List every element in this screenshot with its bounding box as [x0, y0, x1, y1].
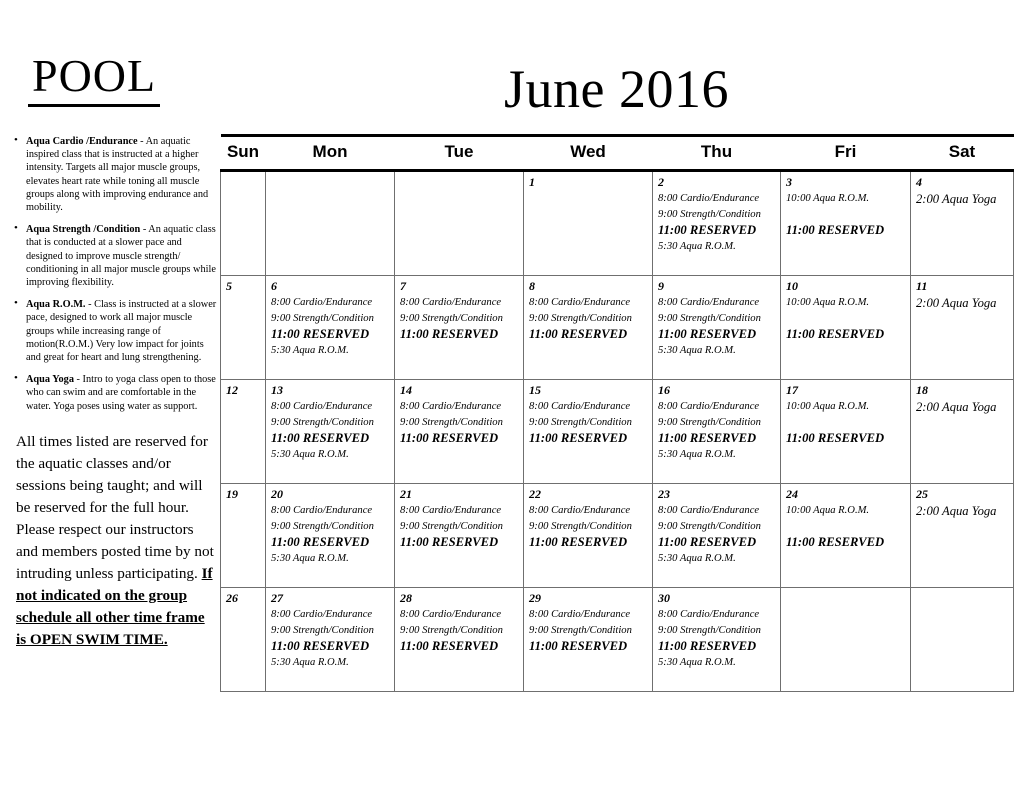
day-number: 21 — [400, 487, 412, 501]
calendar-empty-cell[interactable] — [911, 588, 1014, 692]
calendar-day-cell[interactable] — [395, 380, 524, 484]
calendar-header-row — [221, 136, 1014, 171]
calendar-day-cell[interactable] — [221, 588, 266, 692]
event-entry[interactable]: 9:00 Strength/Condition — [271, 624, 374, 636]
event-entry[interactable]: 11:00 RESERVED — [658, 223, 757, 238]
event-entry[interactable]: 9:00 Strength/Condition — [658, 312, 761, 324]
calendar-day-cell[interactable] — [911, 484, 1014, 588]
event-entry[interactable]: 11:00 RESERVED — [529, 639, 628, 654]
event-entry[interactable]: 8:00 Cardio/Endurance — [271, 401, 373, 412]
day-number: 17 — [786, 383, 798, 397]
calendar-day-cell[interactable] — [524, 484, 653, 588]
event-entry[interactable]: 11:00 RESERVED — [400, 431, 499, 446]
day-number: 10 — [786, 279, 798, 293]
event-entry[interactable]: 5:30 Aqua R.O.M. — [271, 345, 349, 357]
calendar-week-row — [221, 484, 1014, 588]
event-entry[interactable]: 11:00 RESERVED — [786, 223, 885, 238]
event-entry[interactable]: 11:00 RESERVED — [400, 639, 499, 654]
event-entry[interactable]: 9:00 Strength/Condition — [658, 624, 761, 636]
event-entry[interactable]: 8:00 Cardio/Endurance — [400, 609, 502, 620]
calendar-day-cell[interactable] — [524, 276, 653, 380]
event-entry[interactable]: 11:00 RESERVED — [271, 327, 370, 342]
day-number: 26 — [226, 591, 238, 605]
calendar-day-cell[interactable] — [395, 276, 524, 380]
day-number: 29 — [529, 591, 541, 605]
event-entry[interactable]: 8:00 Cardio/Endurance — [271, 505, 373, 516]
weekday-header-sun: Sun — [221, 136, 266, 171]
calendar-day-cell[interactable] — [653, 171, 781, 276]
calendar-day-cell[interactable] — [221, 380, 266, 484]
class-name: Aqua R.O.M. — [26, 299, 86, 311]
calendar-day-cell[interactable] — [266, 380, 395, 484]
calendar-empty-cell[interactable] — [221, 171, 266, 276]
event-entry[interactable]: 5:30 Aqua R.O.M. — [271, 657, 349, 669]
class-description-text: - Class is instructed at a slower pace, designed to work all major muscle groups while increasing range of motion(R.O.M.) Very low impact for joints and great for heart and lung strengthening. — [26, 299, 217, 364]
policy-note-body: All times listed are reserved for the aquatic classes and/or sessions being taught; and will be reserved for the full hour. Please respect our instructors and members posted time by not intruding unless participating. — [16, 432, 214, 582]
day-number: 16 — [658, 383, 670, 397]
day-number: 25 — [916, 487, 928, 501]
event-entry[interactable]: 8:00 Cardio/Endurance — [658, 505, 760, 516]
calendar-body — [221, 171, 1014, 692]
class-name: Aqua Strength /Condition — [26, 224, 141, 236]
policy-note — [16, 431, 216, 651]
event-entry[interactable]: 8:00 Cardio/Endurance — [658, 193, 760, 204]
weekday-header-wed: Wed — [524, 136, 653, 171]
event-entry[interactable]: 11:00 RESERVED — [400, 535, 499, 550]
event-entry[interactable]: 8:00 Cardio/Endurance — [400, 401, 502, 412]
weekday-header-sat: Sat — [911, 136, 1014, 171]
calendar-week-row — [221, 588, 1014, 692]
event-entry[interactable]: 8:00 Cardio/Endurance — [271, 609, 373, 620]
event-entry[interactable]: 9:00 Strength/Condition — [271, 416, 374, 428]
day-number: 3 — [786, 175, 792, 189]
calendar-day-cell[interactable] — [653, 276, 781, 380]
event-entry[interactable]: 11:00 RESERVED — [786, 535, 885, 550]
day-number: 14 — [400, 383, 412, 397]
event-entry[interactable]: 10:00 Aqua R.O.M. — [786, 401, 870, 412]
sidebar — [14, 50, 220, 651]
month-title: June 2016 — [504, 59, 729, 119]
event-entry[interactable]: 9:00 Strength/Condition — [529, 520, 632, 532]
day-number: 4 — [916, 175, 922, 189]
event-entry[interactable]: 9:00 Strength/Condition — [658, 416, 761, 428]
class-description-text: - An aquatic inspired class that is instructed at a higher intensity. Targets all major muscle groups, elevates heart rate while toning all muscle groups along with improving endurance and mobility. — [26, 136, 209, 214]
event-entry[interactable]: 5:30 Aqua R.O.M. — [658, 345, 736, 357]
event-entry[interactable]: 9:00 Strength/Condition — [400, 416, 503, 428]
calendar-day-cell[interactable] — [911, 380, 1014, 484]
day-number: 24 — [786, 487, 798, 501]
day-number: 5 — [226, 279, 232, 293]
event-entry[interactable]: 5:30 Aqua R.O.M. — [271, 449, 349, 461]
day-number: 7 — [400, 279, 406, 293]
event-entry[interactable]: 9:00 Strength/Condition — [400, 312, 503, 324]
event-entry[interactable]: 5:30 Aqua R.O.M. — [658, 449, 736, 461]
calendar-day-cell[interactable] — [221, 276, 266, 380]
day-number: 28 — [400, 591, 412, 605]
event-entry[interactable]: 8:00 Cardio/Endurance — [400, 297, 502, 308]
event-entry[interactable]: 9:00 Strength/Condition — [400, 624, 503, 636]
event-entry[interactable]: 2:00 Aqua Yoga — [916, 296, 997, 310]
day-number: 30 — [658, 591, 670, 605]
event-entry[interactable]: 8:00 Cardio/Endurance — [658, 297, 760, 308]
day-number: 11 — [916, 279, 928, 293]
event-entry[interactable]: 8:00 Cardio/Endurance — [658, 401, 760, 412]
class-description-list — [14, 135, 218, 413]
event-entry[interactable]: 11:00 RESERVED — [529, 431, 628, 446]
event-entry[interactable]: 11:00 RESERVED — [529, 327, 628, 342]
event-entry[interactable]: 11:00 RESERVED — [271, 431, 370, 446]
calendar-day-cell[interactable] — [266, 484, 395, 588]
calendar-day-cell[interactable] — [395, 588, 524, 692]
day-number: 12 — [226, 383, 238, 397]
day-number: 18 — [916, 383, 928, 397]
day-number: 6 — [271, 279, 277, 293]
event-entry[interactable]: 9:00 Strength/Condition — [271, 312, 374, 324]
calendar-day-cell[interactable] — [266, 276, 395, 380]
event-entry[interactable]: 11:00 RESERVED — [786, 327, 885, 342]
event-entry[interactable]: 11:00 RESERVED — [658, 431, 757, 446]
weekday-header-thu: Thu — [653, 136, 781, 171]
calendar-week-row — [221, 171, 1014, 276]
calendar-day-cell[interactable] — [653, 484, 781, 588]
event-entry[interactable]: 11:00 RESERVED — [529, 535, 628, 550]
event-entry[interactable]: 11:00 RESERVED — [271, 535, 370, 550]
class-description-item — [14, 373, 218, 413]
calendar-day-cell[interactable] — [911, 171, 1014, 276]
event-entry[interactable]: 5:30 Aqua R.O.M. — [658, 657, 736, 669]
day-number: 2 — [658, 175, 664, 189]
event-entry[interactable]: 8:00 Cardio/Endurance — [529, 505, 631, 516]
event-entry[interactable]: 8:00 Cardio/Endurance — [529, 401, 631, 412]
event-entry[interactable]: 9:00 Strength/Condition — [529, 416, 632, 428]
day-number: 15 — [529, 383, 541, 397]
calendar-day-cell[interactable] — [221, 484, 266, 588]
event-entry[interactable]: 11:00 RESERVED — [786, 431, 885, 446]
event-entry[interactable]: 5:30 Aqua R.O.M. — [271, 553, 349, 565]
calendar-day-cell[interactable] — [524, 171, 653, 276]
event-entry[interactable]: 11:00 RESERVED — [658, 639, 757, 654]
calendar-day-cell[interactable] — [781, 276, 911, 380]
class-description-text: - An aquatic class that is conducted at a slower pace and designed to improve muscle strength/ conditioning in all major muscle groups while improving flexibility. — [26, 224, 216, 289]
day-number: 20 — [271, 487, 283, 501]
day-number: 27 — [271, 591, 283, 605]
weekday-header-fri: Fri — [781, 136, 911, 171]
day-number: 22 — [529, 487, 541, 501]
event-entry[interactable]: 2:00 Aqua Yoga — [916, 400, 997, 414]
calendar-day-cell[interactable] — [911, 276, 1014, 380]
event-entry[interactable]: 11:00 RESERVED — [658, 327, 757, 342]
weekday-header-tue: Tue — [395, 136, 524, 171]
event-entry[interactable]: 8:00 Cardio/Endurance — [400, 505, 502, 516]
event-entry[interactable]: 9:00 Strength/Condition — [658, 520, 761, 532]
calendar-day-cell[interactable] — [781, 380, 911, 484]
event-entry[interactable]: 2:00 Aqua Yoga — [916, 192, 997, 206]
day-number: 19 — [226, 487, 238, 501]
event-entry[interactable]: 5:30 Aqua R.O.M. — [658, 553, 736, 565]
event-entry[interactable]: 8:00 Cardio/Endurance — [529, 609, 631, 620]
calendar-day-cell[interactable] — [266, 588, 395, 692]
day-number: 23 — [658, 487, 670, 501]
calendar — [220, 50, 1013, 692]
calendar-week-row — [221, 276, 1014, 380]
event-entry[interactable]: 9:00 Strength/Condition — [271, 520, 374, 532]
event-entry[interactable]: 5:30 Aqua R.O.M. — [658, 241, 736, 253]
event-entry[interactable]: 8:00 Cardio/Endurance — [529, 297, 631, 308]
class-description-text: - Intro to yoga class open to those who can swim and are comfortable in the water. Yoga poses using water as support. — [26, 374, 216, 412]
policy-note-emphasis: If not indicated on the group schedule all other time frame is OPEN SWIM TIME. — [16, 564, 213, 648]
calendar-empty-cell[interactable] — [266, 171, 395, 276]
event-entry[interactable]: 9:00 Strength/Condition — [529, 624, 632, 636]
day-number: 1 — [529, 175, 535, 189]
calendar-day-cell[interactable] — [653, 380, 781, 484]
event-entry[interactable]: 11:00 RESERVED — [271, 639, 370, 654]
calendar-day-cell[interactable] — [781, 171, 911, 276]
event-entry[interactable]: 2:00 Aqua Yoga — [916, 504, 997, 518]
calendar-day-cell[interactable] — [781, 484, 911, 588]
event-entry[interactable]: 10:00 Aqua R.O.M. — [786, 297, 870, 308]
weekday-header-mon: Mon — [266, 136, 395, 171]
calendar-empty-cell[interactable] — [395, 171, 524, 276]
class-description-item — [14, 223, 218, 289]
calendar-day-cell[interactable] — [653, 588, 781, 692]
calendar-day-cell[interactable] — [524, 380, 653, 484]
calendar-grid — [220, 134, 1014, 692]
event-entry[interactable]: 10:00 Aqua R.O.M. — [786, 193, 870, 204]
event-entry[interactable]: 11:00 RESERVED — [400, 327, 499, 342]
day-number: 13 — [271, 383, 283, 397]
page-title: POOL — [28, 50, 160, 107]
calendar-week-row — [221, 380, 1014, 484]
class-name: Aqua Cardio /Endurance — [26, 136, 138, 147]
event-entry[interactable]: 9:00 Strength/Condition — [529, 312, 632, 324]
calendar-day-cell[interactable] — [524, 588, 653, 692]
class-description-item — [14, 135, 218, 214]
event-entry[interactable]: 11:00 RESERVED — [658, 535, 757, 550]
calendar-empty-cell[interactable] — [781, 588, 911, 692]
class-name: Aqua Yoga — [26, 374, 74, 386]
event-entry[interactable]: 8:00 Cardio/Endurance — [271, 297, 373, 308]
class-description-item — [14, 298, 218, 364]
event-entry[interactable]: 8:00 Cardio/Endurance — [658, 609, 760, 620]
event-entry[interactable]: 10:00 Aqua R.O.M. — [786, 505, 870, 516]
calendar-day-cell[interactable] — [395, 484, 524, 588]
day-number: 8 — [529, 279, 535, 293]
event-entry[interactable]: 9:00 Strength/Condition — [658, 208, 761, 220]
day-number: 9 — [658, 279, 664, 293]
event-entry[interactable]: 9:00 Strength/Condition — [400, 520, 503, 532]
